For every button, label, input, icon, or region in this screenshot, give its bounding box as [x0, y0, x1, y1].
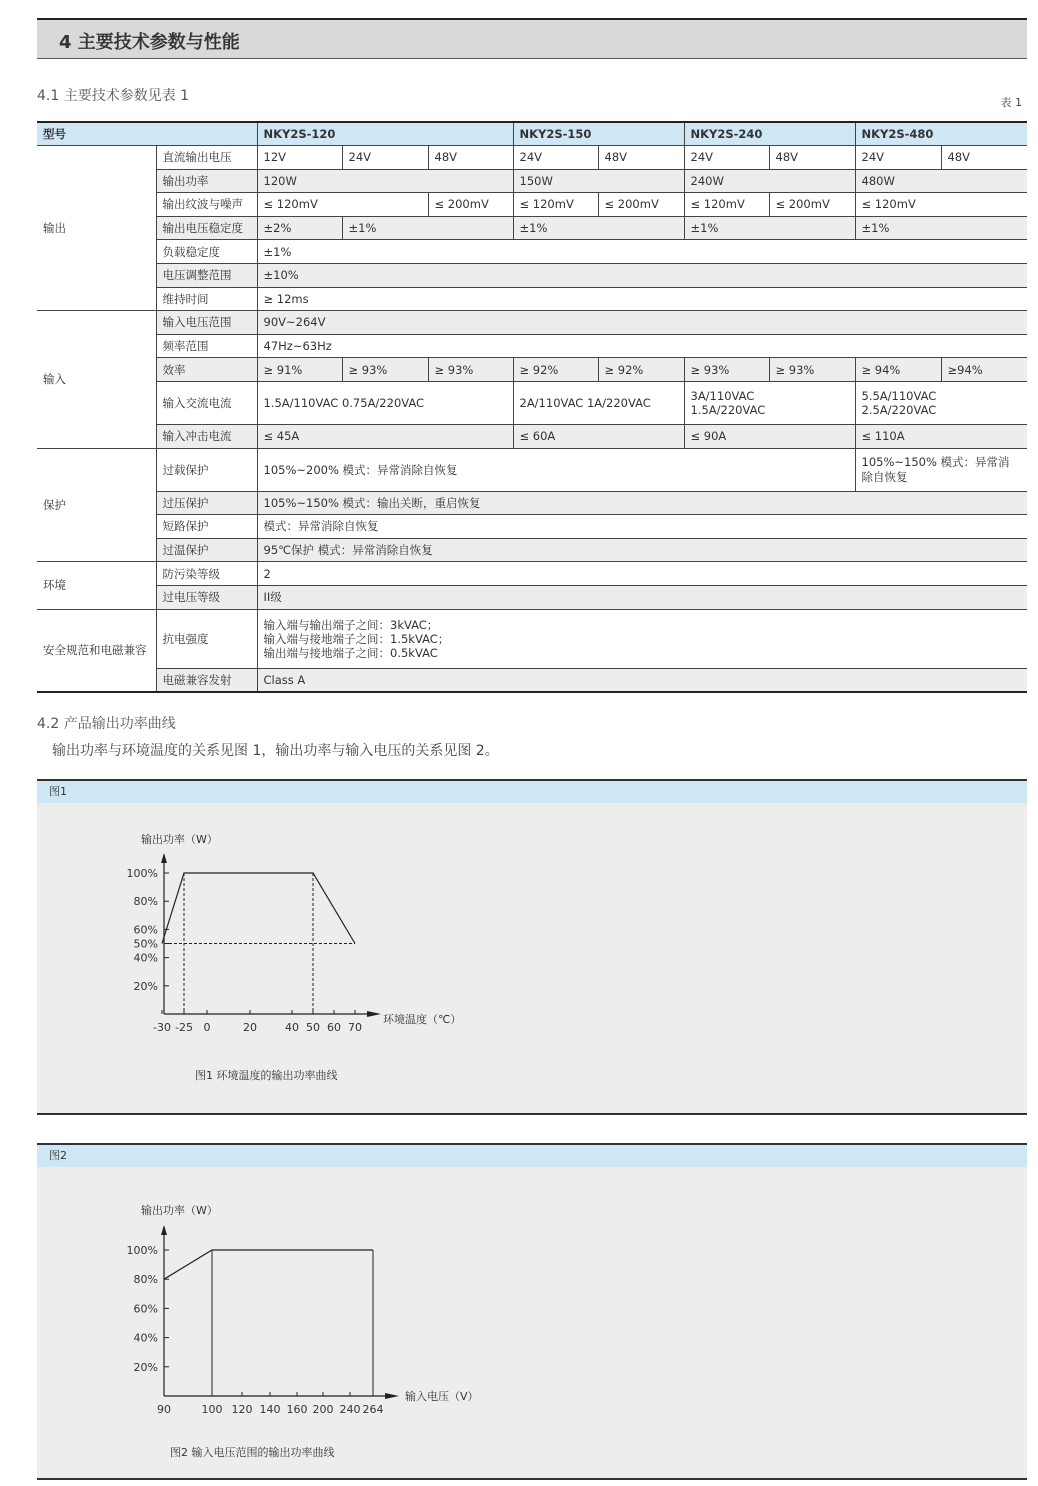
cell: [684, 381, 855, 424]
group-output: 输出: [37, 146, 156, 311]
cell: 48V: [769, 146, 855, 170]
table-row: [37, 287, 1027, 311]
figure-2-bar: 图2: [37, 1143, 1027, 1167]
figure-1-chart: [37, 779, 1027, 1113]
cell: II级: [257, 585, 1027, 609]
cell: ≤ 120mV: [257, 193, 428, 217]
x-tick-label: 90: [157, 1403, 171, 1416]
group-input: 输入: [37, 311, 156, 448]
y-tick-label: 60%: [133, 923, 158, 937]
section-header: [37, 18, 1027, 59]
row-label: 电压调整范围: [156, 263, 257, 287]
cell: 48V: [428, 146, 513, 170]
cell: 105%~150% 模式：输出关断，重启恢复: [257, 491, 1027, 515]
group-protect: 保护: [37, 448, 156, 562]
x-tick-label: 120: [231, 1403, 253, 1416]
table-row: [37, 146, 1027, 170]
row-label: 输出功率: [156, 169, 257, 193]
cell: ≥ 93%: [684, 358, 769, 382]
x-tick-label: 140: [259, 1403, 281, 1416]
cell: 90V~264V: [257, 311, 1027, 335]
cell: 48V: [598, 146, 684, 170]
cell: ≥ 91%: [257, 358, 342, 382]
series-line: [162, 873, 355, 944]
cell-line: 5.5A/110VAC: [861, 388, 937, 403]
y-axis-label: 输出功率（W）: [141, 1204, 218, 1217]
table-row: [37, 169, 1027, 193]
cell: ±1%: [513, 216, 684, 240]
y-tick-label: 100%: [126, 867, 158, 880]
y-tick-label: 20%: [133, 1360, 158, 1374]
row-label: 短路保护: [156, 515, 257, 539]
model-header: NKY2S-150: [513, 122, 684, 146]
cell: Class A: [257, 668, 1027, 692]
cell: ±1%: [257, 240, 1027, 264]
table-row: [37, 240, 1027, 264]
x-tick-label: 20: [243, 1021, 257, 1034]
cell-line: 输出端与接地端子之间：0.5kVAC: [263, 645, 438, 660]
table-row: [37, 585, 1027, 609]
x-tick-label: 40: [285, 1021, 299, 1034]
table-row: [37, 609, 1027, 668]
y-tick-label: 100%: [126, 1244, 158, 1257]
cell: [257, 609, 1027, 668]
row-label: 过电压等级: [156, 585, 257, 609]
row-label: 输入冲击电流: [156, 424, 257, 448]
cell: 24V: [513, 146, 598, 170]
cell: ±1%: [342, 216, 513, 240]
table-header-row: [37, 122, 1027, 146]
cell: 150W: [513, 169, 684, 193]
table-row: [37, 448, 1027, 491]
cell: ≥ 93%: [428, 358, 513, 382]
group-safety: 安全规范和电磁兼容: [37, 609, 156, 692]
cell: 47Hz~63Hz: [257, 334, 1027, 358]
table-row: [37, 491, 1027, 515]
y-tick-label: 20%: [133, 979, 158, 993]
table-row: [37, 216, 1027, 240]
y-tick-label: 50%: [133, 937, 158, 951]
cell: 24V: [855, 146, 941, 170]
table-row: [37, 538, 1027, 562]
cell-line: 2.5A/220VAC: [861, 402, 937, 417]
cell: [855, 381, 1027, 424]
table-row: [37, 424, 1027, 448]
x-tick-label: 200: [312, 1403, 334, 1416]
x-tick-label: 60: [327, 1021, 341, 1034]
table-row: [37, 334, 1027, 358]
plot-area: [127, 1225, 399, 1416]
y-tick-label: 60%: [133, 1302, 158, 1316]
cell: ≥ 93%: [769, 358, 855, 382]
cell: 24V: [684, 146, 769, 170]
cell: ≥ 93%: [342, 358, 428, 382]
cell: ≤ 200mV: [769, 193, 855, 217]
row-label: 抗电强度: [156, 609, 257, 668]
table-row: [37, 311, 1027, 335]
cell: ≥ 92%: [598, 358, 684, 382]
y-axis-label: 输出功率（W）: [141, 833, 218, 846]
cell: 240W: [684, 169, 855, 193]
cell: ≥94%: [941, 358, 1027, 382]
y-tick-label: 40%: [133, 1331, 158, 1345]
row-label: 频率范围: [156, 334, 257, 358]
cell: ≤ 45A: [257, 424, 513, 448]
cell: ±1%: [684, 216, 855, 240]
series-line: [164, 1250, 373, 1279]
y-axis-arrow: [161, 853, 167, 863]
x-tick-label: -25: [175, 1021, 193, 1034]
cell: ≤ 200mV: [428, 193, 513, 217]
figure-2: [37, 1143, 1027, 1480]
table-row: [37, 193, 1027, 217]
cell: 1.5A/110VAC 0.75A/220VAC: [257, 381, 513, 424]
cell: 95℃保护 模式：异常消除自恢复: [257, 538, 1027, 562]
cell: 24V: [342, 146, 428, 170]
model-header: NKY2S-240: [684, 122, 855, 146]
x-axis-label: 输入电压（V）: [405, 1390, 479, 1403]
row-label: 输出纹波与噪声: [156, 193, 257, 217]
x-tick-label: 50: [306, 1021, 320, 1034]
cell: ≥ 94%: [855, 358, 941, 382]
cell: 480W: [855, 169, 1027, 193]
x-tick-label: 160: [286, 1403, 308, 1416]
x-tick-label: 240: [339, 1403, 361, 1416]
row-label: 电磁兼容发射: [156, 668, 257, 692]
x-tick-label: -30: [153, 1021, 171, 1034]
x-tick-label: 264: [362, 1403, 384, 1416]
cell: ≥ 92%: [513, 358, 598, 382]
model-header: NKY2S-480: [855, 122, 1027, 146]
cell: ±2%: [257, 216, 342, 240]
cell: ≥ 12ms: [257, 287, 1027, 311]
figure-1: [37, 779, 1027, 1115]
cell-line: 1.5A/220VAC: [690, 402, 766, 417]
y-tick-label: 80%: [133, 1273, 158, 1287]
section-title: 4 主要技术参数与性能: [59, 32, 240, 53]
table-row: [37, 358, 1027, 382]
cell: 2A/110VAC 1A/220VAC: [513, 381, 684, 424]
subsection-4-1-title: 4.1 主要技术参数见表 1: [37, 88, 190, 104]
figure-2-caption: 图2 输入电压范围的输出功率曲线: [170, 1446, 335, 1459]
cell: ≤ 200mV: [598, 193, 684, 217]
model-header: NKY2S-120: [257, 122, 513, 146]
table-row: [37, 668, 1027, 692]
cell: ≤ 120mV: [684, 193, 769, 217]
x-tick-label: 100: [201, 1403, 223, 1416]
y-axis-arrow: [161, 1225, 167, 1235]
cell: ≤ 110A: [855, 424, 1027, 448]
row-label: 直流输出电压: [156, 146, 257, 170]
cell: ≤ 120mV: [513, 193, 598, 217]
x-axis-arrow: [367, 1011, 381, 1017]
x-tick-label: 70: [348, 1021, 362, 1034]
cell: 120W: [257, 169, 513, 193]
cell: ≤ 90A: [684, 424, 855, 448]
row-label: 负载稳定度: [156, 240, 257, 264]
y-tick-label: 40%: [133, 951, 158, 965]
table-row: [37, 263, 1027, 287]
cell: ≤ 120mV: [855, 193, 1027, 217]
subsection-4-2-title: 4.2 产品输出功率曲线: [37, 716, 176, 732]
cell-line: 输入端与输出端子之间：3kVAC；: [263, 617, 439, 632]
cell-line: 3A/110VAC: [690, 388, 755, 403]
row-label: 效率: [156, 358, 257, 382]
cell: ±10%: [257, 263, 1027, 287]
table-caption: 表 1: [1000, 96, 1022, 109]
description-note: 输出功率与环境温度的关系见图 1，输出功率与输入电压的关系见图 2。: [52, 743, 499, 759]
cell: 2: [257, 562, 1027, 586]
x-axis-arrow: [385, 1393, 399, 1399]
row-label: 输入电压范围: [156, 311, 257, 335]
cell: 105%~200% 模式：异常消除自恢复: [257, 448, 855, 491]
figure-1-caption: 图1 环境温度的输出功率曲线: [195, 1069, 338, 1082]
cell-line: 输入端与接地端子之间：1.5kVAC；: [263, 631, 450, 646]
x-axis-label: 环境温度（℃）: [383, 1013, 462, 1026]
cell: 48V: [941, 146, 1027, 170]
cell: ≤ 60A: [513, 424, 684, 448]
plot-area: [127, 853, 381, 1034]
row-label: 维持时间: [156, 287, 257, 311]
table-row: [37, 515, 1027, 539]
table-row: [37, 381, 1027, 424]
row-label: 过载保护: [156, 448, 257, 491]
model-label: 型号: [37, 122, 257, 146]
spec-table: [37, 121, 1027, 693]
figure-1-bar: 图1: [37, 779, 1027, 803]
cell: 12V: [257, 146, 342, 170]
table-row: [37, 562, 1027, 586]
row-label: 过温保护: [156, 538, 257, 562]
row-label: 防污染等级: [156, 562, 257, 586]
row-label: 输出电压稳定度: [156, 216, 257, 240]
cell: ±1%: [855, 216, 1027, 240]
y-tick-label: 80%: [133, 895, 158, 909]
x-tick-label: 0: [203, 1021, 211, 1034]
cell: 105%~150% 模式：异常消除自恢复: [855, 448, 1027, 491]
figure-2-chart: [37, 1143, 1027, 1478]
cell: 模式：异常消除自恢复: [257, 515, 1027, 539]
row-label: 过压保护: [156, 491, 257, 515]
row-label: 输入交流电流: [156, 381, 257, 424]
group-env: 环境: [37, 562, 156, 609]
